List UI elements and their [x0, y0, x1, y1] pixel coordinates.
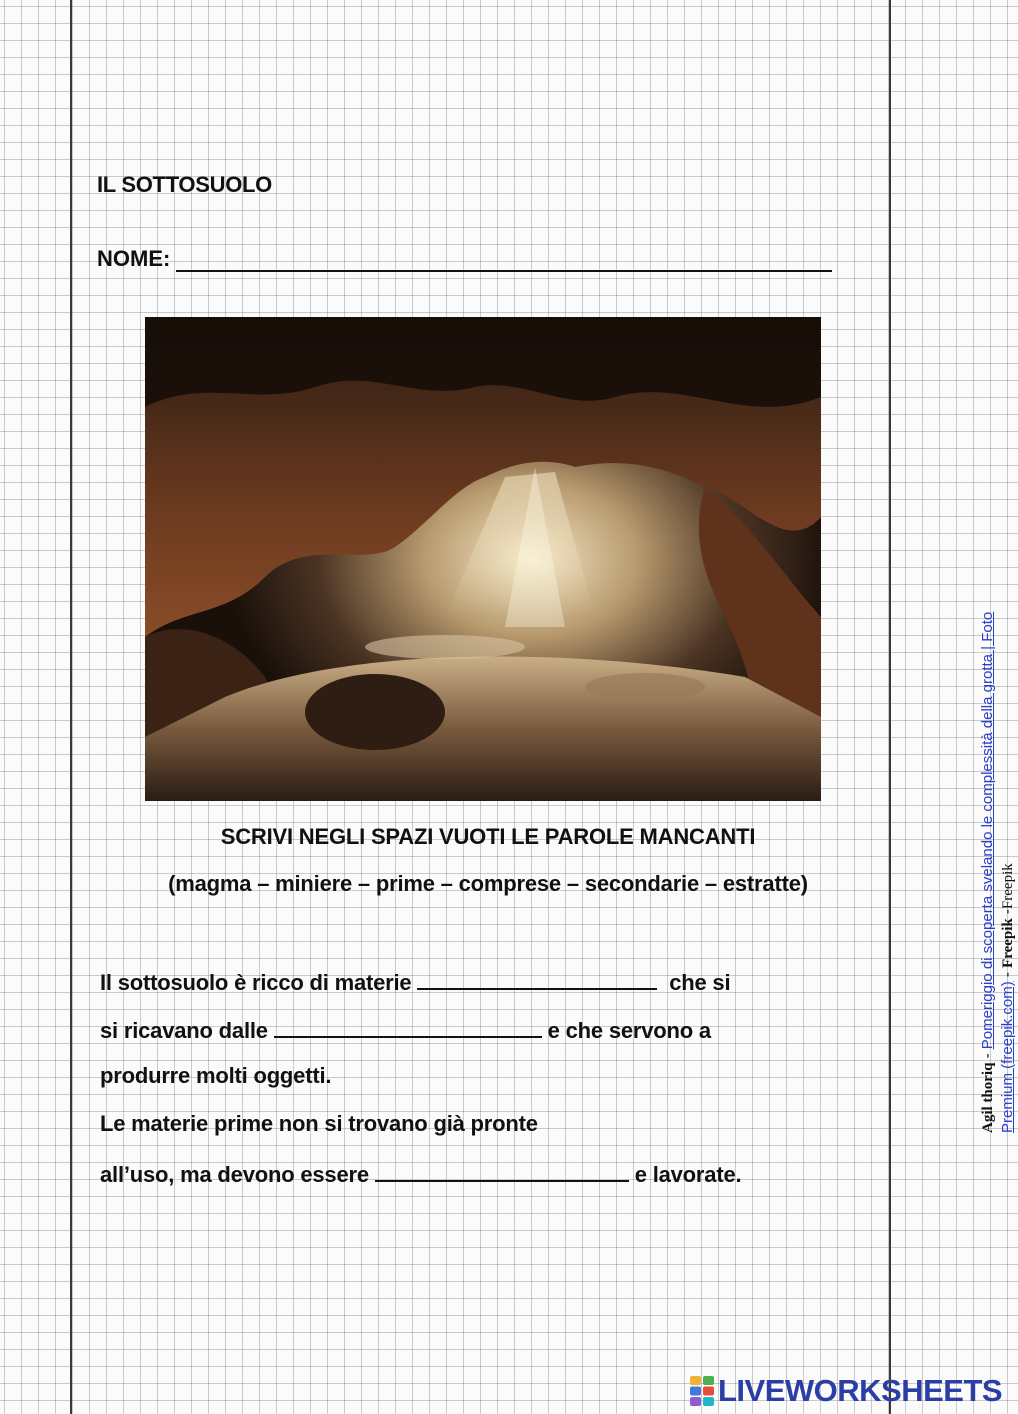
line5-text-b: e lavorate. — [634, 1162, 742, 1187]
name-input-line[interactable] — [176, 244, 832, 272]
line2-text-b: e che servono a — [547, 1018, 711, 1043]
left-margin-line — [70, 0, 72, 1414]
image-credit — [978, 612, 1018, 1133]
credit-line-1 — [978, 612, 998, 1133]
line1-text-a: Il sottosuolo è ricco di materie — [100, 970, 412, 995]
blank-3-input[interactable] — [375, 1158, 629, 1182]
blank-2-input[interactable] — [274, 1014, 542, 1038]
name-label: NOME: — [97, 246, 171, 271]
credit-line-2 — [998, 612, 1018, 1133]
credit-brand: Freepik — [1000, 918, 1016, 968]
page-title: IL SOTTOSUOLO — [97, 172, 272, 197]
liveworksheets-logo[interactable] — [690, 1373, 1002, 1409]
credit-link-line-2[interactable]: Premium (freepik.com) — [999, 981, 1016, 1133]
exercise-line-1 — [100, 966, 730, 996]
liveworksheets-logo-icon — [690, 1376, 714, 1406]
line5-text-a: all’uso, ma devono essere — [100, 1162, 369, 1187]
line2-text-a: si ricavano dalle — [100, 1018, 268, 1043]
word-bank: (magma – miniere – prime – comprese – secondarie – estratte) — [168, 871, 808, 896]
line1-text-b: che si — [669, 970, 731, 995]
blank-1-input[interactable] — [417, 966, 657, 990]
credit-brand-2: Freepik — [1000, 863, 1016, 910]
credit-separator-2: - — [999, 967, 1016, 982]
credit-author: Agil thoriq — [980, 1062, 996, 1133]
credit-separator-1: - — [979, 1049, 996, 1063]
instruction-heading: SCRIVI NEGLI SPAZI VUOTI LE PAROLE MANCANTI — [220, 824, 756, 849]
credit-link-line-1[interactable]: Pomeriggio di scoperta svelando le complessità della grotta | Foto — [979, 611, 996, 1050]
exercise-line-4: Le materie prime non si trovano già pronte — [100, 1111, 538, 1136]
credit-separator-3: - — [999, 909, 1016, 919]
name-row — [97, 244, 832, 272]
cave-photo — [145, 317, 821, 801]
exercise-line-3: produrre molti oggetti. — [100, 1063, 332, 1088]
liveworksheets-logo-text: LIVEWORKSHEETS — [718, 1373, 1003, 1408]
exercise-line-2 — [100, 1014, 711, 1044]
right-margin-line — [889, 0, 891, 1414]
exercise-line-5 — [100, 1158, 741, 1188]
